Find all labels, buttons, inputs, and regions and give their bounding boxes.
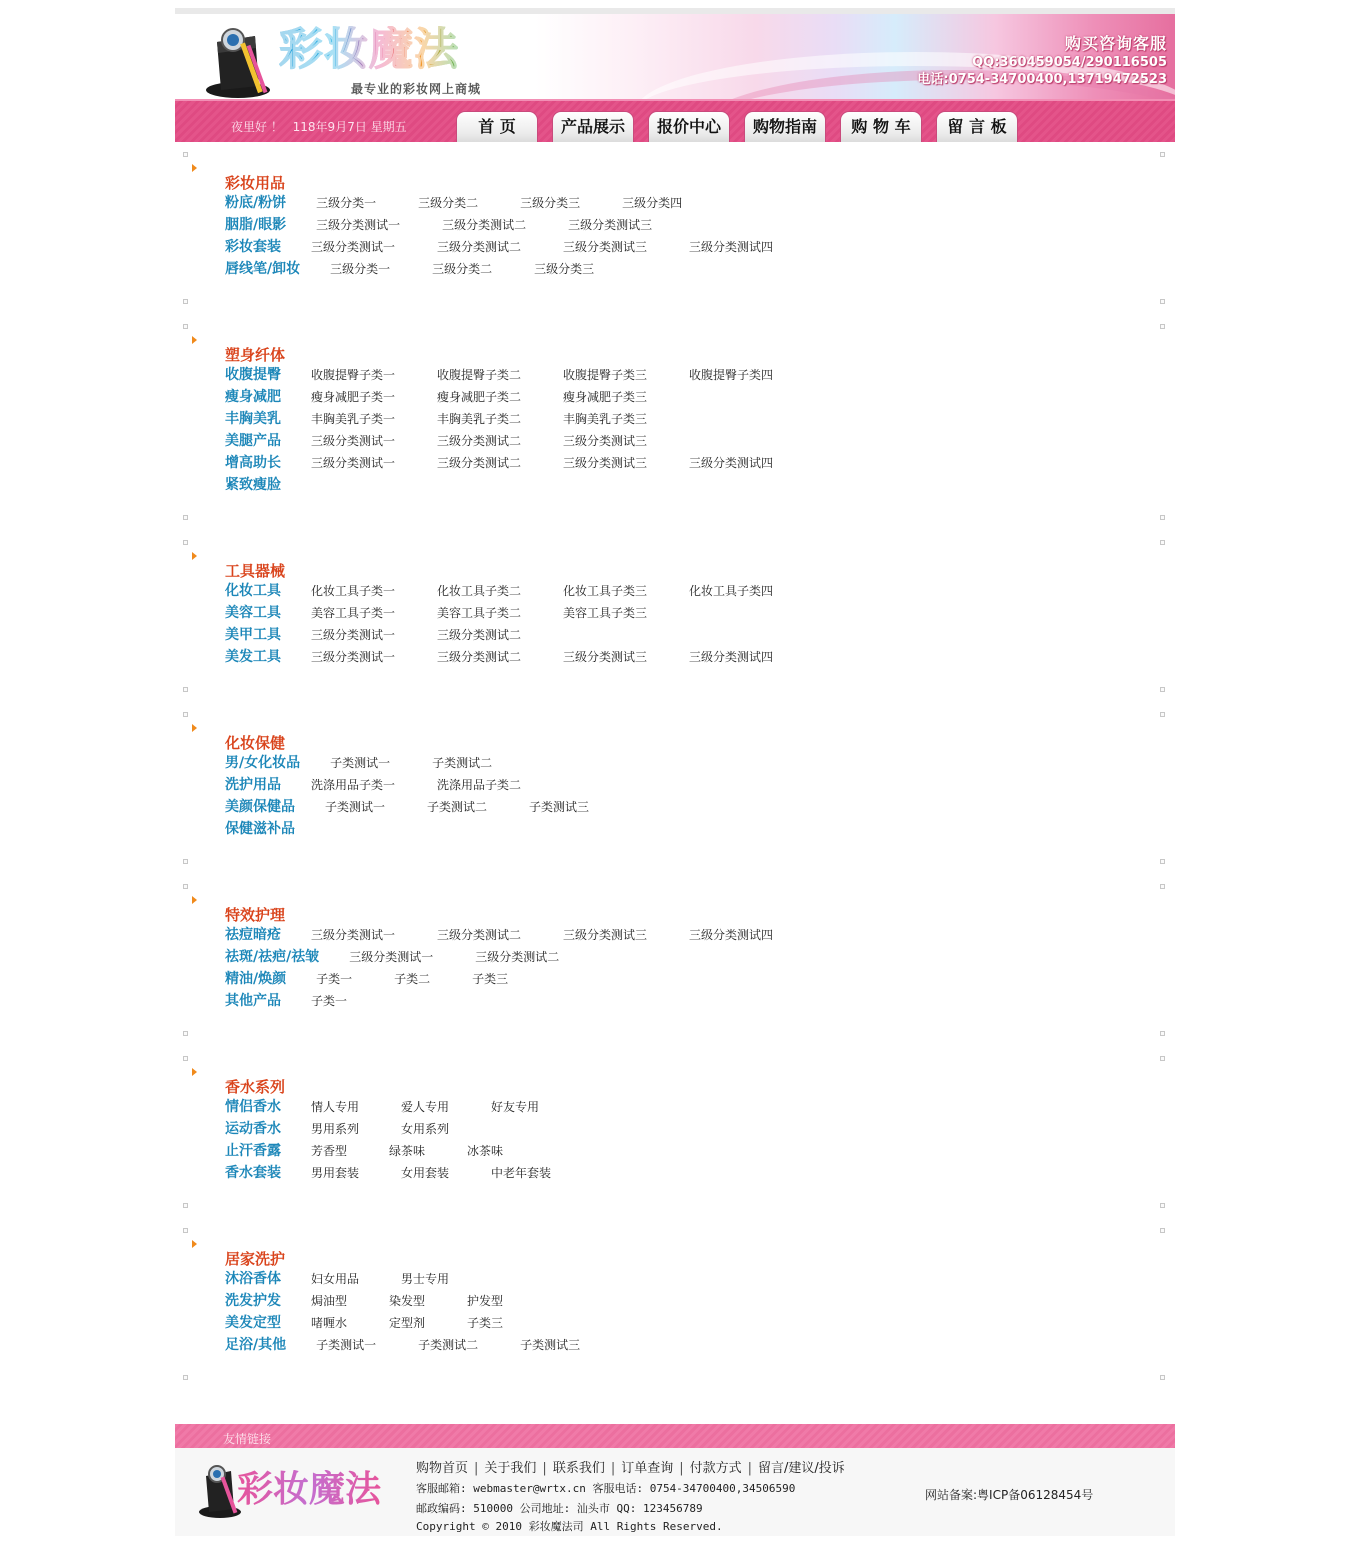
corner-dot bbox=[183, 884, 188, 889]
third-level-link[interactable]: 子类一 bbox=[311, 994, 348, 1008]
corner-dot bbox=[183, 515, 188, 520]
subcategory-row bbox=[225, 1334, 622, 1356]
corner-dot bbox=[1160, 1375, 1165, 1380]
third-level-link[interactable]: 三级分类测试一 bbox=[311, 650, 396, 664]
third-level-link[interactable]: 化妆工具子类二 bbox=[437, 584, 522, 598]
footer-contact: 客服邮箱: webmaster@wrtx.cn 客服电话: 0754-34700400,34506590 bbox=[416, 1482, 796, 1495]
subcategory-row bbox=[225, 1096, 581, 1118]
third-level-link[interactable]: 三级分类测试二 bbox=[437, 928, 522, 942]
third-level-link[interactable]: 三级分类测试二 bbox=[475, 950, 560, 964]
third-level-link[interactable]: 好友专用 bbox=[491, 1100, 540, 1114]
third-level-link[interactable]: 化妆工具子类三 bbox=[563, 584, 648, 598]
corner-dot bbox=[1160, 687, 1165, 692]
third-level-link[interactable]: 三级分类测试一 bbox=[311, 434, 396, 448]
subcategory-link[interactable]: 情侣香水 bbox=[225, 1099, 281, 1115]
friend-links-bar bbox=[175, 1424, 1175, 1448]
subcategory-row bbox=[225, 452, 815, 474]
corner-dot bbox=[183, 324, 188, 329]
nav-tab-guestbook[interactable]: 留 言 板 bbox=[936, 111, 1018, 142]
third-level-link[interactable]: 定型剂 bbox=[389, 1316, 426, 1330]
third-level-link[interactable]: 三级分类测试一 bbox=[349, 950, 434, 964]
subcategory-row bbox=[225, 968, 550, 990]
third-level-link[interactable]: 收腹提臀子类一 bbox=[311, 368, 396, 382]
third-level-link[interactable]: 三级分类测试四 bbox=[689, 456, 774, 470]
subcategory-link[interactable]: 唇线笔/卸妆 bbox=[225, 261, 301, 277]
third-level-link[interactable]: 子类测试二 bbox=[427, 800, 488, 814]
subcategory-row bbox=[225, 624, 563, 646]
third-level-link[interactable]: 三级分类二 bbox=[432, 262, 493, 276]
link-separator: | bbox=[747, 1461, 753, 1476]
category-title[interactable]: 特效护理 bbox=[225, 906, 286, 924]
nav-tab-products[interactable]: 产品展示 bbox=[552, 111, 634, 142]
third-level-link[interactable]: 收腹提臀子类三 bbox=[563, 368, 648, 382]
contact-title: 购买咨询客服 bbox=[1064, 34, 1167, 53]
category-title[interactable]: 塑身纤体 bbox=[225, 346, 286, 364]
subcategory-link[interactable]: 彩妆套装 bbox=[225, 239, 281, 255]
third-level-link[interactable]: 子类二 bbox=[394, 972, 431, 986]
third-level-link[interactable]: 子类三 bbox=[467, 1316, 504, 1330]
subcategory-link[interactable]: 美容工具 bbox=[225, 605, 281, 621]
subcategory-row bbox=[225, 1268, 491, 1290]
third-level-link[interactable]: 子类一 bbox=[316, 972, 353, 986]
contact-phone: 电话:0754-34700400,13719472523 bbox=[917, 72, 1167, 87]
subcategory-row bbox=[225, 990, 389, 1012]
third-level-link[interactable]: 男用系列 bbox=[311, 1122, 360, 1136]
link-separator: | bbox=[542, 1461, 547, 1476]
footer-link[interactable]: 留言/建议/投诉 bbox=[758, 1461, 845, 1476]
arrow-marker-icon bbox=[192, 1068, 197, 1076]
nav-tab-quotes[interactable]: 报价中心 bbox=[648, 111, 730, 142]
third-level-link[interactable]: 三级分类测试二 bbox=[437, 434, 522, 448]
subcategory-link[interactable]: 粉底/粉饼 bbox=[225, 195, 287, 211]
page bbox=[175, 8, 1175, 1353]
third-level-link[interactable]: 三级分类四 bbox=[622, 196, 683, 210]
third-level-link[interactable]: 瘦身减肥子类一 bbox=[311, 390, 396, 404]
third-level-link[interactable]: 三级分类测试二 bbox=[437, 650, 522, 664]
third-level-link[interactable]: 丰胸美乳子类一 bbox=[311, 412, 396, 426]
third-level-link[interactable]: 三级分类测试一 bbox=[316, 218, 401, 232]
third-level-link[interactable]: 女用系列 bbox=[401, 1122, 450, 1136]
corner-dot bbox=[183, 687, 188, 692]
subcategory-link[interactable]: 美腿产品 bbox=[225, 433, 281, 449]
subcategory-row bbox=[225, 430, 689, 452]
subcategory-link[interactable]: 收腹提臀 bbox=[225, 367, 281, 383]
logo-text[interactable]: 彩妆魔法 bbox=[279, 24, 459, 75]
subcategory-link[interactable]: 美发定型 bbox=[225, 1315, 281, 1331]
third-level-link[interactable]: 美容工具子类二 bbox=[437, 606, 522, 620]
third-level-link[interactable]: 丰胸美乳子类二 bbox=[437, 412, 522, 426]
third-level-link[interactable]: 三级分类测试四 bbox=[689, 650, 774, 664]
footer-link[interactable]: 联系我们 bbox=[552, 1461, 605, 1476]
third-level-link[interactable]: 啫喱水 bbox=[311, 1316, 348, 1330]
third-level-link[interactable]: 三级分类测试二 bbox=[437, 628, 522, 642]
corner-dot bbox=[183, 1203, 188, 1208]
subcategory-link[interactable]: 男/女化妆品 bbox=[225, 755, 301, 771]
category-block bbox=[175, 1056, 1175, 1206]
third-level-link[interactable]: 中老年套装 bbox=[491, 1166, 552, 1180]
link-separator: | bbox=[610, 1461, 616, 1476]
third-level-link[interactable]: 情人专用 bbox=[311, 1100, 360, 1114]
third-level-link[interactable]: 芳香型 bbox=[311, 1144, 348, 1158]
third-level-link[interactable]: 洗涤用品子类一 bbox=[311, 778, 396, 792]
third-level-link[interactable]: 三级分类测试一 bbox=[311, 628, 396, 642]
third-level-link[interactable]: 三级分类一 bbox=[330, 262, 391, 276]
subcategory-row bbox=[225, 796, 631, 818]
third-level-link[interactable]: 三级分类三 bbox=[520, 196, 581, 210]
third-level-link[interactable]: 子类测试二 bbox=[432, 756, 493, 770]
category-title[interactable]: 彩妆用品 bbox=[225, 174, 286, 192]
category-title[interactable]: 化妆保健 bbox=[225, 734, 286, 752]
subcategory-row bbox=[225, 580, 815, 602]
subcategory-row bbox=[225, 1118, 491, 1140]
subcategory-link[interactable]: 瘦身减肥 bbox=[225, 389, 281, 405]
footer-link[interactable]: 关于我们 bbox=[484, 1461, 537, 1476]
category-title[interactable]: 居家洗护 bbox=[225, 1250, 286, 1268]
footer-link[interactable]: 付款方式 bbox=[689, 1461, 742, 1476]
subcategory-row bbox=[225, 1162, 593, 1184]
subcategory-row bbox=[225, 236, 815, 258]
nav-tab-home[interactable]: 首 页 bbox=[456, 111, 538, 142]
subcategory-link[interactable]: 美发工具 bbox=[225, 649, 281, 665]
third-level-link[interactable]: 三级分类测试三 bbox=[563, 650, 648, 664]
third-level-link[interactable]: 冰茶味 bbox=[467, 1144, 504, 1158]
nav-tab-cart[interactable]: 购 物 车 bbox=[840, 111, 922, 142]
corner-dot bbox=[183, 1375, 188, 1380]
subcategory-link[interactable]: 丰胸美乳 bbox=[225, 411, 281, 427]
third-level-link[interactable]: 三级分类测试一 bbox=[311, 928, 396, 942]
corner-dot bbox=[1160, 1203, 1165, 1208]
subcategory-row bbox=[225, 1290, 545, 1312]
subcategory-link[interactable]: 化妆工具 bbox=[225, 583, 281, 599]
third-level-link[interactable]: 三级分类测试四 bbox=[689, 240, 774, 254]
third-level-link[interactable]: 收腹提臀子类四 bbox=[689, 368, 774, 382]
category-block bbox=[175, 540, 1175, 690]
subcategory-row bbox=[225, 408, 689, 430]
header-banner bbox=[175, 8, 1175, 99]
third-level-link[interactable]: 三级分类测试三 bbox=[563, 240, 648, 254]
third-level-link[interactable]: 三级分类测试二 bbox=[437, 456, 522, 470]
third-level-link[interactable]: 三级分类测试三 bbox=[568, 218, 653, 232]
category-block bbox=[175, 712, 1175, 862]
corner-dot bbox=[183, 1228, 188, 1233]
arrow-marker-icon bbox=[192, 1240, 197, 1248]
third-level-link[interactable]: 三级分类测试二 bbox=[437, 240, 522, 254]
corner-dot bbox=[1160, 884, 1165, 889]
third-level-link[interactable]: 三级分类一 bbox=[316, 196, 377, 210]
corner-dot bbox=[183, 712, 188, 717]
corner-dot bbox=[183, 299, 188, 304]
subcategory-row bbox=[225, 474, 311, 496]
third-level-link[interactable]: 男士专用 bbox=[401, 1272, 450, 1286]
arrow-marker-icon bbox=[192, 896, 197, 904]
main-nav bbox=[175, 99, 1175, 142]
subcategory-row bbox=[225, 946, 601, 968]
subcategory-row bbox=[225, 924, 815, 946]
third-level-link[interactable]: 三级分类测试一 bbox=[311, 456, 396, 470]
third-level-link[interactable]: 子类测试三 bbox=[520, 1338, 581, 1352]
footer-links bbox=[416, 1457, 845, 1476]
third-level-link[interactable]: 三级分类测试二 bbox=[442, 218, 527, 232]
subcategory-row bbox=[225, 1140, 545, 1162]
third-level-link[interactable]: 护发型 bbox=[467, 1294, 504, 1308]
corner-dot bbox=[1160, 1228, 1165, 1233]
category-title[interactable]: 工具器械 bbox=[225, 562, 286, 580]
subcategory-row bbox=[225, 818, 325, 840]
corner-dot bbox=[183, 1031, 188, 1036]
subcategory-link[interactable]: 增高助长 bbox=[225, 455, 281, 471]
arrow-marker-icon bbox=[192, 552, 197, 560]
corner-dot bbox=[1160, 859, 1165, 864]
corner-dot bbox=[1160, 1056, 1165, 1061]
arrow-marker-icon bbox=[192, 164, 197, 172]
corner-dot bbox=[183, 540, 188, 545]
footer-link[interactable]: 订单查询 bbox=[621, 1461, 674, 1476]
category-block bbox=[175, 324, 1175, 518]
third-level-link[interactable]: 三级分类三 bbox=[534, 262, 595, 276]
third-level-link[interactable]: 子类测试一 bbox=[316, 1338, 377, 1352]
greeting-text: 夜里好 ！ bbox=[231, 120, 283, 134]
icp-record: 网站备案:粤ICP备06128454号 bbox=[925, 1488, 1094, 1502]
footer bbox=[175, 1448, 1175, 1536]
corner-dot bbox=[183, 1056, 188, 1061]
corner-dot bbox=[183, 152, 188, 157]
third-level-link[interactable]: 子类测试三 bbox=[529, 800, 590, 814]
corner-dot bbox=[183, 859, 188, 864]
corner-dot bbox=[1160, 540, 1165, 545]
subcategory-link[interactable]: 香水套装 bbox=[225, 1165, 281, 1181]
subcategory-link[interactable]: 美甲工具 bbox=[225, 627, 281, 643]
third-level-link[interactable]: 子类测试一 bbox=[330, 756, 391, 770]
arrow-marker-icon bbox=[192, 336, 197, 344]
subcategory-row bbox=[225, 1312, 545, 1334]
category-title[interactable]: 香水系列 bbox=[225, 1078, 286, 1096]
subcategory-link[interactable]: 祛斑/祛疤/祛皱 bbox=[225, 949, 320, 965]
third-level-link[interactable]: 子类测试一 bbox=[325, 800, 386, 814]
contact-qq: QQ:360459054/290116505 bbox=[972, 55, 1167, 70]
subcategory-link[interactable]: 保健滋补品 bbox=[225, 821, 295, 837]
third-level-link[interactable]: 化妆工具子类一 bbox=[311, 584, 396, 598]
footer-address: 邮政编码: 510000 公司地址: 汕头市 QQ: 123456789 bbox=[416, 1502, 703, 1515]
subcategory-link[interactable]: 紧致瘦脸 bbox=[225, 477, 281, 493]
contact-info bbox=[917, 34, 1167, 88]
third-level-link[interactable]: 瘦身减肥子类二 bbox=[437, 390, 522, 404]
subcategory-link[interactable]: 胭脂/眼影 bbox=[225, 217, 287, 233]
subcategory-link[interactable]: 止汗香露 bbox=[225, 1143, 281, 1159]
third-level-link[interactable]: 三级分类测试三 bbox=[563, 928, 648, 942]
subcategory-link[interactable]: 洗发护发 bbox=[225, 1293, 281, 1309]
footer-logo-text: 彩妆魔法 bbox=[237, 1469, 382, 1510]
subcategory-row bbox=[225, 646, 815, 668]
subcategory-link[interactable]: 足浴/其他 bbox=[225, 1337, 287, 1353]
third-level-link[interactable]: 爱人专用 bbox=[401, 1100, 450, 1114]
third-level-link[interactable]: 美容工具子类一 bbox=[311, 606, 396, 620]
link-separator: | bbox=[474, 1461, 479, 1476]
corner-dot bbox=[1160, 324, 1165, 329]
third-level-link[interactable]: 三级分类二 bbox=[418, 196, 479, 210]
subcategory-link[interactable]: 祛痘暗疮 bbox=[225, 927, 281, 943]
footer-link[interactable]: 购物首页 bbox=[416, 1461, 469, 1476]
category-block bbox=[175, 884, 1175, 1034]
link-separator: | bbox=[679, 1461, 684, 1476]
nav-tab-guide[interactable]: 购物指南 bbox=[744, 111, 826, 142]
third-level-link[interactable]: 瘦身减肥子类三 bbox=[563, 390, 648, 404]
category-block bbox=[175, 1228, 1175, 1378]
third-level-link[interactable]: 三级分类测试一 bbox=[311, 240, 396, 254]
corner-dot bbox=[1160, 712, 1165, 717]
third-level-link[interactable]: 收腹提臀子类二 bbox=[437, 368, 522, 382]
subcategory-row bbox=[225, 258, 636, 280]
subcategory-link[interactable]: 其他产品 bbox=[225, 993, 281, 1009]
subcategory-link[interactable]: 沐浴香体 bbox=[225, 1271, 281, 1287]
third-level-link[interactable]: 女用套装 bbox=[401, 1166, 450, 1180]
third-level-link[interactable]: 三级分类测试三 bbox=[563, 456, 648, 470]
third-level-link[interactable]: 美容工具子类三 bbox=[563, 606, 648, 620]
subcategory-link[interactable]: 运动香水 bbox=[225, 1121, 281, 1137]
subcategory-row bbox=[225, 386, 689, 408]
subcategory-row bbox=[225, 602, 689, 624]
third-level-link[interactable]: 子类三 bbox=[472, 972, 509, 986]
friend-links-label[interactable]: 友情链接 bbox=[223, 1432, 272, 1446]
third-level-link[interactable]: 三级分类测试四 bbox=[689, 928, 774, 942]
current-date: 118年9月7日 星期五 bbox=[292, 120, 407, 134]
magic-hat-icon bbox=[203, 22, 273, 99]
subcategory-link[interactable]: 洗护用品 bbox=[225, 777, 281, 793]
subcategory-row bbox=[225, 214, 694, 236]
subcategory-row bbox=[225, 364, 815, 386]
third-level-link[interactable]: 焗油型 bbox=[311, 1294, 348, 1308]
corner-dot bbox=[1160, 1031, 1165, 1036]
subcategory-row bbox=[225, 752, 534, 774]
third-level-link[interactable]: 洗涤用品子类二 bbox=[437, 778, 522, 792]
footer-copyright: Copyright © 2010 彩妆魔法司 All Rights Reserved. bbox=[416, 1520, 723, 1533]
corner-dot bbox=[1160, 515, 1165, 520]
third-level-link[interactable]: 子类测试二 bbox=[418, 1338, 479, 1352]
third-level-link[interactable]: 化妆工具子类四 bbox=[689, 584, 774, 598]
logo-slogan: 最专业的彩妆网上商城 bbox=[351, 82, 482, 96]
subcategory-row bbox=[225, 774, 563, 796]
third-level-link[interactable]: 染发型 bbox=[389, 1294, 426, 1308]
third-level-link[interactable]: 丰胸美乳子类三 bbox=[563, 412, 648, 426]
greeting bbox=[231, 118, 413, 135]
third-level-link[interactable]: 绿茶味 bbox=[389, 1144, 426, 1158]
arrow-marker-icon bbox=[192, 724, 197, 732]
subcategory-link[interactable]: 美颜保健品 bbox=[225, 799, 295, 815]
third-level-link[interactable]: 妇女用品 bbox=[311, 1272, 360, 1286]
corner-dot bbox=[1160, 152, 1165, 157]
corner-dot bbox=[1160, 299, 1165, 304]
third-level-link[interactable]: 男用套装 bbox=[311, 1166, 360, 1180]
third-level-link[interactable]: 三级分类测试三 bbox=[563, 434, 648, 448]
category-block bbox=[175, 152, 1175, 302]
subcategory-row bbox=[225, 192, 724, 214]
subcategory-link[interactable]: 精油/焕颜 bbox=[225, 971, 287, 987]
